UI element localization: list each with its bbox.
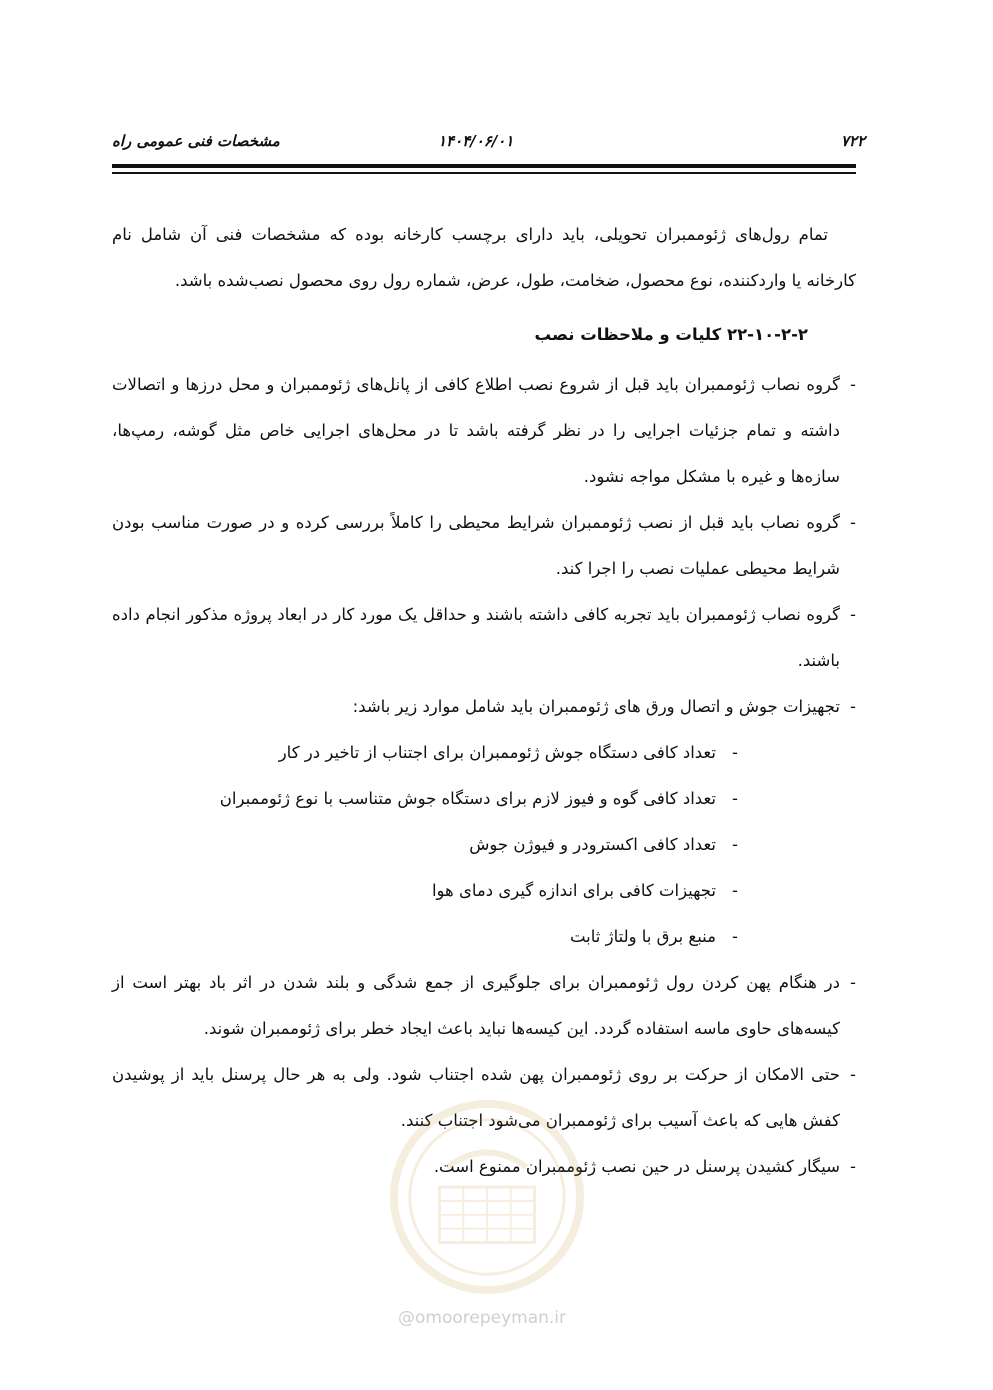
sub-item-text: تعداد کافی دستگاه جوش ژئوممبران برای اجتناب از تاخیر در کار xyxy=(278,743,716,762)
header-date: ۱۴۰۴/۰۶/۰۱ xyxy=(438,132,514,150)
sub-item-text: منبع برق با ولتاژ ثابت xyxy=(569,927,716,946)
watermark-seal-icon xyxy=(388,1098,586,1296)
sub-item-text: تعداد کافی اکسترودر و فیوژن جوش xyxy=(469,835,716,854)
sub-bullet-dash: - xyxy=(732,927,738,946)
bullet-dash: - xyxy=(850,973,856,992)
bullet-text: گروه نصاب ژئوممبران باید قبل از شروع نصب اطلاع کافی از پانل‌های ژئوممبران و محل درزها و اتصالات داشته و تمام جزئیات اجرایی را در نظر گرفته باشد تا در محل‌های اجرایی خاص مثل گوشه، رمپ‌ها، سازه‌ها و غیره با مشکل مواجه نشود. xyxy=(112,375,840,486)
sub-item-text: تعداد کافی گوه و فیوز لازم برای دستگاه جوش متناسب با نوع ژئوممبران xyxy=(219,789,716,808)
bullet-text: تجهیزات جوش و اتصال ورق های ژئوممبران باید شامل موارد زیر باشد: xyxy=(352,697,840,716)
bullet-dash: - xyxy=(850,1065,856,1084)
bullet-dash: - xyxy=(850,605,856,624)
sub-list-item xyxy=(112,776,856,822)
bullet-text: سیگار کشیدن پرسنل در حین نصب ژئوممبران ممنوع است. xyxy=(433,1157,840,1176)
bullet-item xyxy=(112,362,856,500)
page-number: ۷۲۲ xyxy=(840,132,865,150)
sub-bullet-dash: - xyxy=(732,789,738,808)
watermark-text: @omoorepeyman.ir xyxy=(398,1308,567,1328)
bullet-text: حتی الامکان از حرکت بر روی ژئوممبران پهن شده اجتناب شود. ولی به هر حال پرسنل باید از پوشیدن کفش هایی که باعث آسیب برای ژئوممبران می‌شود اجتناب کنند. xyxy=(112,1065,840,1130)
sub-item-text: تجهیزات کافی برای اندازه گیری دمای هوا xyxy=(431,881,716,900)
header-rule-thin xyxy=(112,172,856,174)
bullet-item xyxy=(112,684,856,730)
intro-paragraph: تمام رول‌های ژئوممبران تحویلی، باید دارای برچسب کارخانه بوده که مشخصات فنی آن شامل نام کارخانه یا واردکننده، نوع محصول، ضخامت، طول، عرض، شماره رول روی محصول نصب‌شده باشد. xyxy=(112,225,856,290)
sub-bullet-dash: - xyxy=(732,743,738,762)
equipment-sub-list xyxy=(112,730,856,960)
bullet-text: گروه نصاب باید قبل از نصب ژئوممبران شرایط محیطی را کاملاً بررسی کرده و در صورت مناسب بودن شرایط محیطی عملیات نصب را اجرا کند. xyxy=(112,513,840,578)
header-rule-thick xyxy=(112,164,856,168)
sub-list-item xyxy=(112,730,856,776)
bullet-item xyxy=(112,500,856,592)
bullet-item xyxy=(112,960,856,1052)
bullet-dash: - xyxy=(850,697,856,716)
header-title: مشخصات فنی عمومی راه xyxy=(112,132,280,150)
sub-list-item xyxy=(112,914,856,960)
bullet-item xyxy=(112,592,856,684)
bullet-text: در هنگام پهن کردن رول ژئوممبران برای جلوگیری از جمع شدگی و بلند شدن در اثر باد بهتر است از کیسه‌های حاوی ماسه استفاده گردد. این کیسه‌ها نباید باعث ایجاد خطر برای ژئوممبران شوند. xyxy=(112,973,840,1038)
sub-bullet-dash: - xyxy=(732,881,738,900)
document-body xyxy=(112,212,856,1190)
sub-list-item xyxy=(112,868,856,914)
bullet-dash: - xyxy=(850,1157,856,1176)
sub-bullet-dash: - xyxy=(732,835,738,854)
bullet-dash: - xyxy=(850,375,856,394)
bullet-text: گروه نصاب ژئوممبران باید تجربه کافی داشته باشند و حداقل یک مورد کار در ابعاد پروژه مذکور انجام داده باشند. xyxy=(112,605,840,670)
bullet-dash: - xyxy=(850,513,856,532)
section-heading: ۲۲-۱۰-۲-۲ کلیات و ملاحظات نصب xyxy=(534,325,808,344)
sub-list-item xyxy=(112,822,856,868)
